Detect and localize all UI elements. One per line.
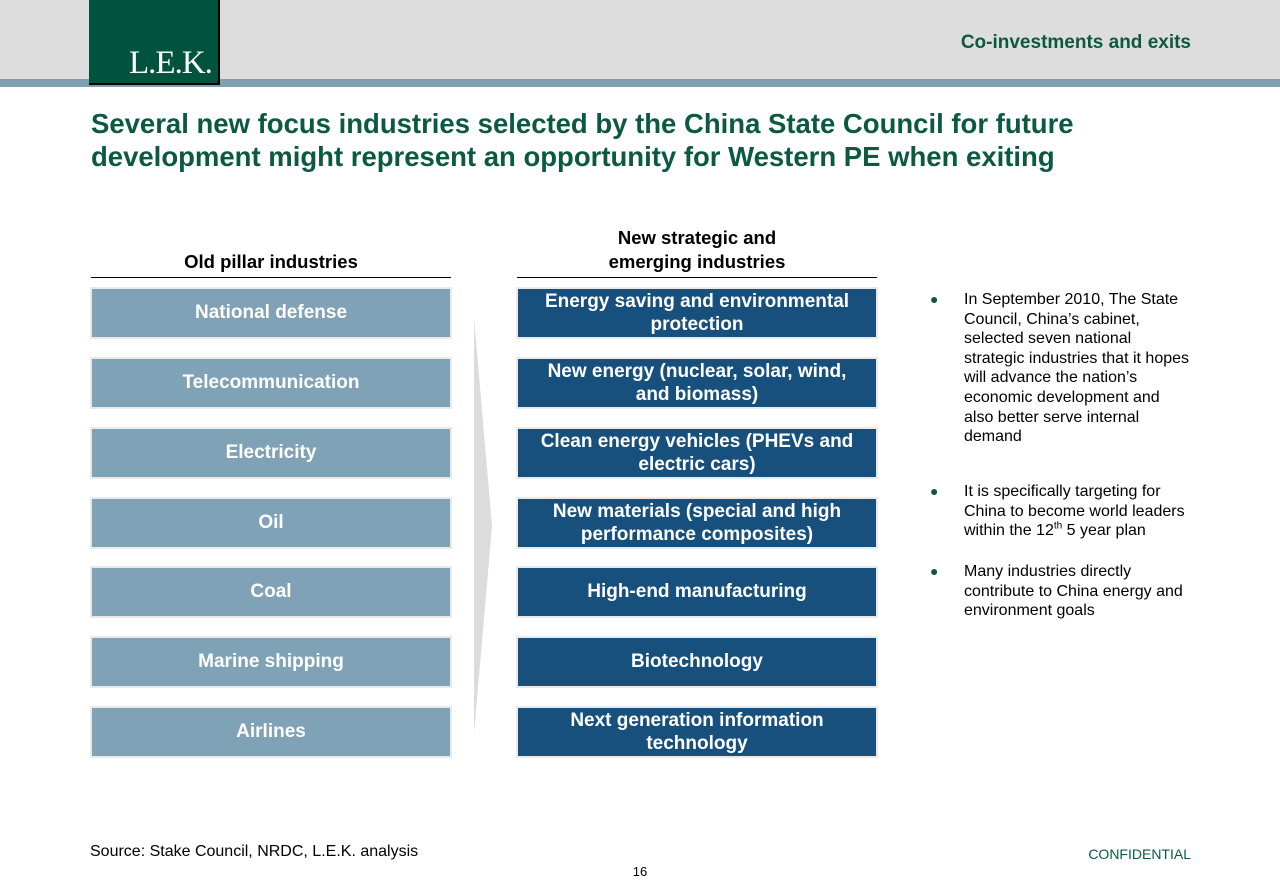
bullet-text: In September 2010, The State Council, China’s cabinet, selected seven national strategic industries that it hopes will advance the nation’s economic development and also better serve internal demand [964, 291, 1190, 446]
new-industry-box: Clean energy vehicles (PHEVs and electric cars) [516, 427, 878, 479]
new-industries-heading-text: New strategic and emerging industries [608, 227, 786, 272]
bullet-dot-icon: ● [930, 483, 939, 499]
old-industry-box: Oil [90, 497, 452, 549]
old-industries-heading [91, 226, 451, 278]
old-industry-box: Marine shipping [90, 636, 452, 688]
new-industry-box: New energy (nuclear, solar, wind, and biomass) [516, 357, 878, 409]
old-industry-box: Telecommunication [90, 357, 452, 409]
new-industries-heading [517, 226, 877, 278]
bullet-item [930, 482, 1192, 541]
section-label: Co-investments and exits [960, 32, 1191, 53]
new-industry-box: High-end manufacturing [516, 566, 878, 618]
lek-logo [89, 0, 220, 85]
old-industry-box: Coal [90, 566, 452, 618]
logo-text: L.E.K. [129, 45, 212, 81]
source-note: Source: Stake Council, NRDC, L.E.K. analysis [90, 843, 419, 860]
new-industry-box: New materials (special and high performance composites) [516, 497, 878, 549]
bullet-text: Many industries directly contribute to China energy and environment goals [964, 563, 1183, 620]
bullet-item [930, 290, 1192, 447]
bullet-text-part: It is specifically targeting for China to become world leaders within the 12 [964, 483, 1185, 540]
transition-arrow-shape [474, 318, 494, 734]
bullet-dot-icon: ● [930, 563, 939, 579]
new-industry-box: Energy saving and environmental protection [516, 287, 878, 339]
bullet-superscript: th [1053, 520, 1063, 532]
old-industry-box: Electricity [90, 427, 452, 479]
new-industry-box: Biotechnology [516, 636, 878, 688]
bullet-dot-icon: ● [930, 291, 939, 307]
bullet-text [964, 482, 1192, 541]
old-industry-box: National defense [90, 287, 452, 339]
confidential-label: CONFIDENTIAL [1088, 846, 1191, 862]
page-number: 16 [632, 864, 648, 879]
old-industries-heading-text: Old pillar industries [184, 251, 358, 272]
bullet-text-part: 5 year plan [1062, 522, 1146, 540]
bullet-item [930, 562, 1192, 621]
old-industry-box: Airlines [90, 706, 452, 758]
new-industry-box: Next generation information technology [516, 706, 878, 758]
slide-title: Several new focus industries selected by the China State Council for future development might represent an opportunity for Western PE when exiting [91, 108, 1074, 172]
